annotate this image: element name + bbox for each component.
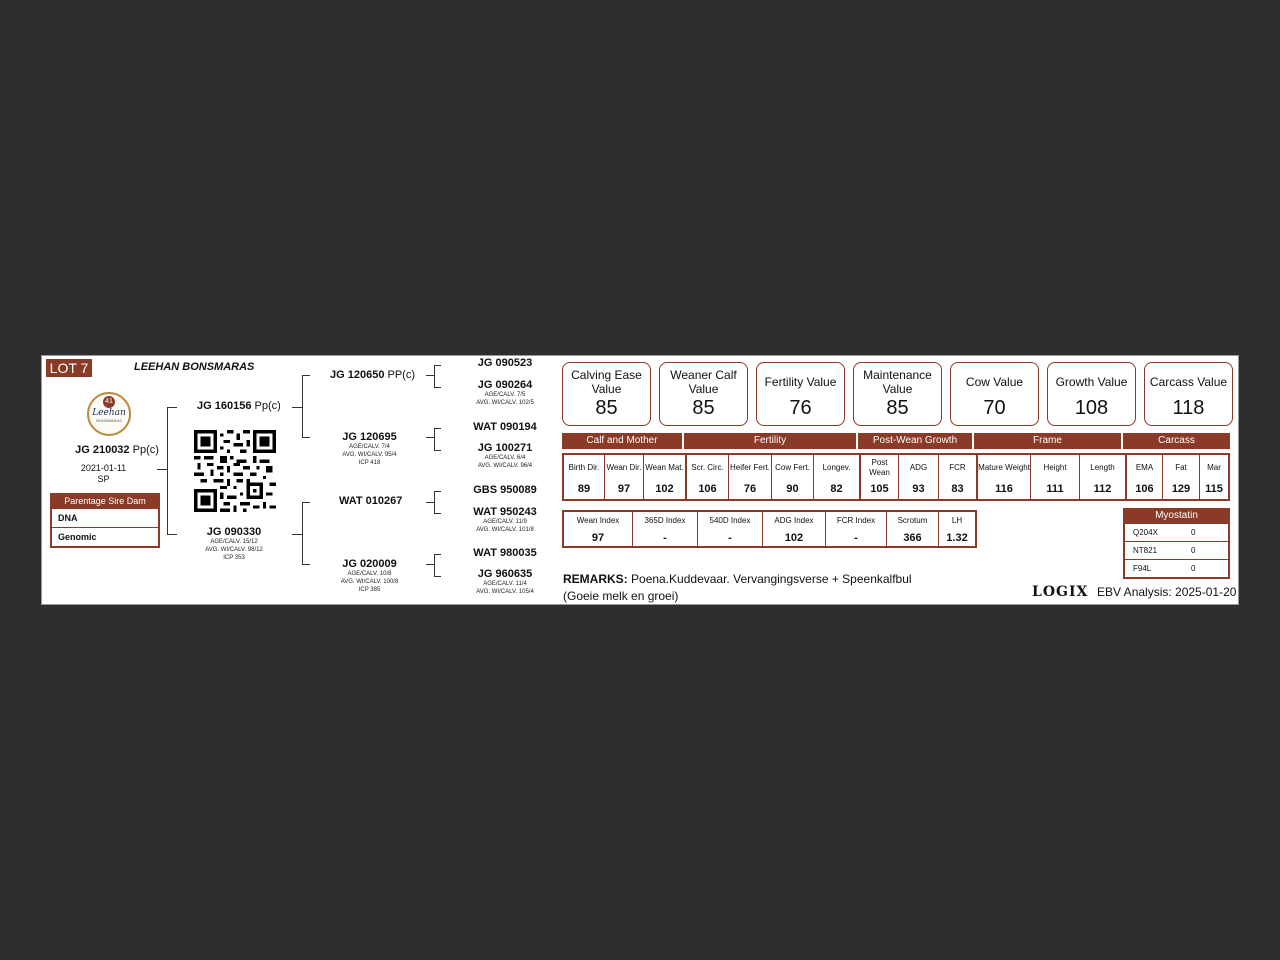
parentage-header: Parentage Sire Dam (50, 493, 160, 509)
logo-number: 41 (103, 396, 115, 408)
ebv-label: FCR (949, 463, 966, 472)
dam-avg-wi: AVG. WI/CALV. 98/12 (205, 547, 263, 553)
gg-6-age-calv: AGE/CALV. 11/9 (483, 519, 527, 525)
gg-1: JG 090523 (477, 357, 533, 369)
ebv-analysis-date: EBV Analysis: 2025-01-20 (1097, 585, 1237, 599)
value-box-growth (1047, 362, 1136, 426)
ebv-label: Wean Mat. (645, 463, 684, 472)
index-cell (633, 512, 698, 546)
myostatin-label: NT821 (1133, 546, 1158, 555)
gg-6 (466, 506, 544, 534)
sire-dam-avg-wi: AVG. WI/CALV. 95/4 (342, 452, 397, 458)
dam-dam-avg-wi: AVG. WI/CALV. 100/8 (340, 579, 399, 585)
index-cell (763, 512, 826, 546)
ebv-value: 76 (743, 483, 757, 495)
index-label: FCR Index (836, 516, 876, 525)
ebv-cell (1080, 455, 1127, 499)
index-label: ADG Index (774, 516, 814, 525)
value-number: 108 (1074, 397, 1109, 419)
index-cell (698, 512, 763, 546)
gg-4-id: JG 100271 (477, 442, 533, 454)
index-label: 540D Index (709, 516, 751, 525)
ebv-label: Height (1043, 463, 1067, 472)
value-box-carcass (1144, 362, 1233, 426)
sire-dam-age-calv: AGE/CALV. 7/4 (349, 444, 390, 450)
animal-code: SP (97, 474, 110, 484)
dam-dam-icp: ICP 385 (358, 587, 381, 593)
gg-3: WAT 090194 (473, 421, 537, 433)
index-value: 102 (784, 532, 804, 544)
ebv-value: 82 (830, 483, 843, 495)
ebv-label: Fat (1175, 463, 1187, 472)
parentage-dna: DNA (52, 509, 158, 528)
gg-8-id: JG 960635 (477, 568, 533, 580)
sire-dam-icp: ICP 418 (358, 460, 381, 466)
index-cell (564, 512, 633, 546)
gg-2-age-calv: AGE/CALV. 7/5 (484, 392, 526, 398)
group-frame: Frame (974, 433, 1121, 449)
animal-id-number: JG 210032 (75, 444, 130, 456)
value-title: Calving Ease Value (571, 368, 642, 396)
dam-dam-id: JG 020009 (342, 558, 397, 570)
myostatin-value: 0 (1191, 564, 1196, 573)
myostatin-header: Myostatin (1123, 508, 1230, 524)
myostatin-value: 0 (1191, 546, 1196, 555)
parentage-genomic: Genomic (58, 532, 97, 542)
ebv-cell (644, 455, 687, 499)
remarks-text: Poena.Kuddevaar. Vervangingsverse + Speenkalfbul (Goeie melk en groei) (563, 572, 912, 603)
myostatin-label: Q204X (1133, 528, 1158, 537)
ebv-value: 112 (1093, 483, 1112, 495)
index-label: 365D Index (644, 516, 686, 525)
sire-dam (332, 431, 407, 467)
dam-sire: WAT 010267 (339, 495, 403, 507)
index-value: 366 (903, 532, 922, 544)
myostatin-row (1125, 524, 1228, 542)
value-box-calving-ease (562, 362, 651, 426)
value-title: Weaner Calf Value (670, 368, 737, 396)
value-box-maintenance (853, 362, 942, 426)
ebv-value: 111 (1046, 483, 1064, 495)
ebv-cell (1200, 455, 1228, 499)
ebv-label: Length (1090, 463, 1115, 472)
sire-id: JG 160156 (197, 400, 252, 412)
value-title: Growth Value (1055, 375, 1128, 389)
ebv-value: 89 (577, 483, 591, 495)
index-value: 1.32 (946, 532, 968, 544)
qr-code[interactable] (194, 430, 276, 512)
gg-2-avg-wi: AVG. WI/CALV. 102/5 (476, 400, 534, 406)
ebv-value: 115 (1205, 483, 1223, 495)
sire-sire-tag: PP(c) (387, 369, 415, 381)
ebv-value: 129 (1171, 483, 1191, 495)
dam (194, 526, 274, 562)
value-number: 118 (1172, 397, 1205, 419)
gg-4 (466, 442, 544, 470)
ebv-label: Wean Dir. (606, 463, 642, 472)
index-label: Scrotum (897, 516, 928, 525)
index-value: - (663, 532, 667, 544)
ebv-cell (1127, 455, 1163, 499)
logo-sub: BONSMARAS (96, 418, 122, 423)
ebv-label: Heifer Fert. (729, 463, 770, 472)
dam-dam (332, 558, 407, 594)
ebv-cell (899, 455, 939, 499)
myostatin-row (1125, 542, 1228, 560)
value-title: Carcass Value (1149, 375, 1228, 389)
value-number: 85 (886, 397, 909, 419)
animal-id (42, 444, 192, 456)
value-box-weaner-calf (659, 362, 748, 426)
ebv-cell (1031, 455, 1080, 499)
gg-8-age-calv: AGE/CALV. 11/4 (483, 581, 527, 587)
ebv-value: 105 (870, 483, 889, 495)
ebv-value: 102 (655, 483, 674, 495)
lot-card (41, 355, 1239, 605)
value-number: 70 (983, 397, 1006, 419)
sire (197, 400, 281, 412)
ebv-cell (729, 455, 772, 499)
value-number: 85 (595, 397, 618, 419)
ebv-cell (772, 455, 814, 499)
sire-sire (330, 369, 415, 381)
myostatin-label: F94L (1133, 564, 1152, 573)
farm-logo (87, 392, 131, 436)
ebv-cell (978, 455, 1031, 499)
ebv-cell (605, 455, 644, 499)
gg-4-age-calv: AGE/CALV. 6/4 (484, 455, 526, 461)
ebv-label: Mature Weight (978, 463, 1030, 472)
ebv-cell (814, 455, 861, 499)
gg-2-id: JG 090264 (477, 379, 533, 391)
group-calf-mother: Calf and Mother (562, 433, 682, 449)
animal-dob: 2021-01-11 (80, 463, 127, 473)
ebv-table (562, 453, 1230, 501)
index-label: LH (951, 516, 963, 525)
group-carcass: Carcass (1123, 433, 1230, 449)
value-box-fertility (756, 362, 845, 426)
ebv-value: 93 (912, 483, 925, 495)
ebv-value: 106 (698, 483, 717, 495)
gg-7: WAT 980035 (473, 547, 537, 559)
index-table (562, 510, 977, 548)
sire-sire-id: JG 120650 (330, 369, 385, 381)
myostatin-table (1123, 508, 1230, 579)
ebv-label: ADG (909, 463, 928, 472)
ebv-label: EMA (1135, 463, 1154, 472)
remarks (563, 571, 943, 605)
dam-age-calv: AGE/CALV. 15/12 (210, 539, 258, 545)
logo-name: Leehan (92, 408, 126, 418)
dam-icp: ICP 353 (223, 555, 245, 561)
sire-tag: Pp(c) (254, 400, 281, 412)
remarks-label: REMARKS: (563, 572, 628, 586)
group-post-wean: Post-Wean Growth (858, 433, 972, 449)
index-label: Wean Index (576, 516, 620, 525)
ebv-label: Post Wean (869, 458, 890, 477)
myostatin-value: 0 (1191, 528, 1196, 537)
ebv-label: Longev. (822, 463, 851, 472)
gg-5: GBS 950089 (473, 484, 537, 496)
value-title: Maintenance Value (863, 368, 932, 396)
ebv-cell (687, 455, 729, 499)
ebv-value: 97 (617, 483, 631, 495)
index-cell (887, 512, 939, 546)
index-cell (939, 512, 975, 546)
value-number: 85 (692, 397, 715, 419)
gg-2 (466, 379, 544, 407)
sire-dam-id: JG 120695 (342, 431, 397, 443)
index-value: - (728, 532, 732, 544)
ebv-cell (939, 455, 978, 499)
value-box-cow (950, 362, 1039, 426)
parentage-table (50, 493, 160, 548)
gg-6-id: WAT 950243 (473, 506, 537, 518)
index-value: 97 (591, 532, 605, 544)
ebv-cell (861, 455, 899, 499)
gg-6-avg-wi: AVG. WI/CALV. 101/8 (476, 527, 534, 533)
ebv-cell (564, 455, 605, 499)
value-title: Fertility Value (764, 375, 837, 389)
ebv-value: 90 (786, 483, 799, 495)
lot-badge: LOT 7 (46, 359, 92, 377)
farm-name: LEEHAN BONSMARAS (134, 361, 255, 373)
ebv-value: 83 (951, 483, 964, 495)
dam-dam-age-calv: AGE/CALV. 10/8 (347, 571, 392, 577)
dam-id: JG 090330 (206, 526, 262, 538)
logix-logo: LOGIX (1032, 584, 1089, 600)
value-title: Cow Value (965, 375, 1024, 389)
ebv-cell (1163, 455, 1200, 499)
index-cell (826, 512, 887, 546)
index-value: - (854, 532, 858, 544)
gg-8 (466, 568, 544, 596)
ebv-label: Mar (1207, 463, 1221, 472)
ebv-label: Birth Dir. (568, 463, 600, 472)
animal-tag: Pp(c) (132, 444, 159, 456)
ebv-label: Cow Fert. (775, 463, 810, 472)
gg-8-avg-wi: AVG. WI/CALV. 105/4 (476, 589, 534, 595)
myostatin-row (1125, 560, 1228, 577)
ebv-label: Scr. Circ. (691, 463, 724, 472)
group-fertility: Fertility (684, 433, 856, 449)
ebv-value: 116 (995, 483, 1013, 495)
ebv-value: 106 (1135, 483, 1154, 495)
value-number: 76 (789, 397, 812, 419)
gg-4-avg-wi: AVG. WI/CALV. 96/4 (477, 463, 533, 469)
